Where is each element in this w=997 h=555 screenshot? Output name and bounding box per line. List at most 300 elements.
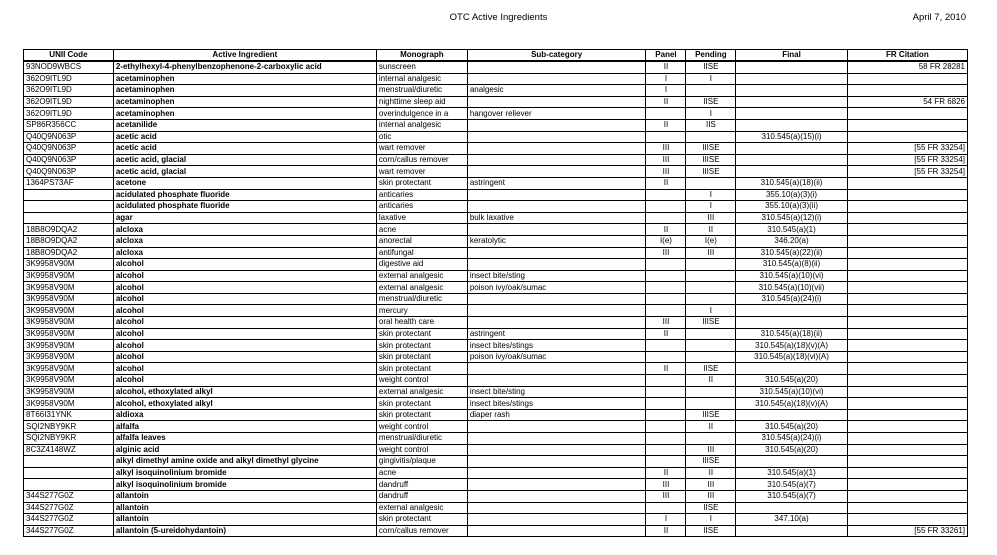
panel-cell: III <box>646 166 686 178</box>
monograph-cell: skin protectant <box>376 409 467 421</box>
final-cell <box>736 502 848 514</box>
final-cell: 310.545(a)(24)(i) <box>736 293 848 305</box>
fr-citation-cell <box>847 201 967 213</box>
panel-cell: II <box>646 224 686 236</box>
final-cell: 310.545(a)(1) <box>736 224 848 236</box>
fr-citation-cell: [55 FR 33261] <box>847 525 967 537</box>
panel-cell: II <box>646 119 686 131</box>
panel-cell <box>646 293 686 305</box>
final-cell: 310.545(a)(22)(ii) <box>736 247 848 259</box>
unii-code-cell: 344S277G0Z <box>24 490 114 502</box>
ingredient-cell: alcohol <box>113 270 376 282</box>
final-cell: 310.545(a)(18)(vi)(A) <box>736 351 848 363</box>
table-row <box>24 282 968 294</box>
pending-cell <box>686 270 736 282</box>
panel-cell <box>646 212 686 224</box>
fr-citation-cell <box>847 409 967 421</box>
monograph-cell: skin protectant <box>376 398 467 410</box>
ingredient-cell: acidulated phosphate fluoride <box>113 189 376 201</box>
sub-category-cell <box>467 421 646 433</box>
unii-code-cell: 3K9958V90M <box>24 398 114 410</box>
table-row <box>24 351 968 363</box>
sub-category-cell <box>467 490 646 502</box>
unii-code-cell: 3K9958V90M <box>24 259 114 271</box>
unii-code-cell: 3K9958V90M <box>24 386 114 398</box>
fr-citation-cell <box>847 119 967 131</box>
ingredient-cell: alcohol <box>113 259 376 271</box>
ingredient-cell: acetaminophen <box>113 96 376 108</box>
unii-code-cell: SQI2NBY9KR <box>24 421 114 433</box>
monograph-cell: weight control <box>376 444 467 456</box>
monograph-cell: skin protectant <box>376 351 467 363</box>
final-cell <box>736 166 848 178</box>
final-cell <box>736 73 848 85</box>
table-row <box>24 189 968 201</box>
pending-cell: IISE <box>686 96 736 108</box>
table-row <box>24 363 968 375</box>
ingredient-cell: aldioxa <box>113 409 376 421</box>
final-cell <box>736 305 848 317</box>
fr-citation-cell <box>847 444 967 456</box>
monograph-cell: menstrual/diuretic <box>376 433 467 445</box>
final-cell: 355.10(a)(3)(i) <box>736 189 848 201</box>
monograph-cell: corn/callus remover <box>376 525 467 537</box>
final-cell: 310.545(a)(18)(v)(A) <box>736 340 848 352</box>
ingredient-cell: alcohol <box>113 375 376 387</box>
fr-citation-cell <box>847 456 967 468</box>
fr-citation-cell <box>847 189 967 201</box>
table-row <box>24 247 968 259</box>
col-header-final: Final <box>736 50 848 62</box>
unii-code-cell: 3K9958V90M <box>24 375 114 387</box>
sub-category-cell: hangover reliever <box>467 108 646 120</box>
table-row <box>24 73 968 85</box>
unii-code-cell: 3K9958V90M <box>24 305 114 317</box>
fr-citation-cell: [55 FR 33254] <box>847 143 967 155</box>
sub-category-cell <box>467 293 646 305</box>
final-cell: 310.545(a)(20) <box>736 375 848 387</box>
table-row <box>24 293 968 305</box>
panel-cell <box>646 201 686 213</box>
table-row <box>24 108 968 120</box>
table-row <box>24 328 968 340</box>
pending-cell: IIISE <box>686 456 736 468</box>
ingredient-cell: alcohol <box>113 351 376 363</box>
ingredient-cell: alginic acid <box>113 444 376 456</box>
fr-citation-cell <box>847 305 967 317</box>
sub-category-cell: astringent <box>467 177 646 189</box>
pending-cell: IIISE <box>686 143 736 155</box>
panel-cell <box>646 502 686 514</box>
sub-category-cell <box>467 363 646 375</box>
ingredient-cell: alcohol <box>113 282 376 294</box>
sub-category-cell: insect bites/stings <box>467 398 646 410</box>
pending-cell: IISE <box>686 502 736 514</box>
pending-cell <box>686 282 736 294</box>
panel-cell: I <box>646 73 686 85</box>
final-cell: 310.545(a)(7) <box>736 490 848 502</box>
table-row <box>24 259 968 271</box>
monograph-cell: otic <box>376 131 467 143</box>
panel-cell <box>646 433 686 445</box>
pending-cell: I <box>686 514 736 526</box>
pending-cell: I <box>686 201 736 213</box>
fr-citation-cell <box>847 340 967 352</box>
sub-category-cell: poison ivy/oak/sumac <box>467 351 646 363</box>
final-cell: 355.10(a)(3)(ii) <box>736 201 848 213</box>
panel-cell: II <box>646 61 686 73</box>
ingredient-cell: alfalfa leaves <box>113 433 376 445</box>
sub-category-cell: keratolytic <box>467 235 646 247</box>
fr-citation-cell <box>847 235 967 247</box>
fr-citation-cell <box>847 73 967 85</box>
ingredient-cell: alcohol <box>113 293 376 305</box>
table-row <box>24 490 968 502</box>
monograph-cell: external analgesic <box>376 386 467 398</box>
sub-category-cell <box>467 154 646 166</box>
table-row <box>24 212 968 224</box>
monograph-cell: menstrual/diuretic <box>376 85 467 97</box>
fr-citation-cell <box>847 328 967 340</box>
pending-cell <box>686 433 736 445</box>
monograph-cell: wart remover <box>376 166 467 178</box>
unii-code-cell: SP86R356CC <box>24 119 114 131</box>
table-row <box>24 409 968 421</box>
sub-category-cell <box>467 444 646 456</box>
unii-code-cell: 3K9958V90M <box>24 340 114 352</box>
monograph-cell: anorectal <box>376 235 467 247</box>
monograph-cell: antifungal <box>376 247 467 259</box>
col-header-unii-code: UNII Code <box>24 50 114 62</box>
panel-cell <box>646 108 686 120</box>
panel-cell: II <box>646 177 686 189</box>
ingredient-cell: alkyl isoquinolinium bromide <box>113 467 376 479</box>
monograph-cell: skin protectant <box>376 328 467 340</box>
ingredient-cell: acetaminophen <box>113 73 376 85</box>
final-cell <box>736 456 848 468</box>
sub-category-cell <box>467 525 646 537</box>
panel-cell <box>646 409 686 421</box>
col-header-monograph: Monograph <box>376 50 467 62</box>
unii-code-cell: 3K9958V90M <box>24 363 114 375</box>
table-row <box>24 201 968 213</box>
sub-category-cell <box>467 514 646 526</box>
pending-cell <box>686 328 736 340</box>
table-row <box>24 224 968 236</box>
fr-citation-cell <box>847 293 967 305</box>
unii-code-cell: Q40Q9N063P <box>24 154 114 166</box>
fr-citation-cell <box>847 247 967 259</box>
sub-category-cell: diaper rash <box>467 409 646 421</box>
table-row <box>24 235 968 247</box>
final-cell: 310.545(a)(8)(ii) <box>736 259 848 271</box>
table-row <box>24 131 968 143</box>
panel-cell: I(e) <box>646 235 686 247</box>
sub-category-cell <box>467 317 646 329</box>
final-cell <box>736 85 848 97</box>
final-cell: 310.545(a)(20) <box>736 444 848 456</box>
monograph-cell: digestive aid <box>376 259 467 271</box>
pending-cell <box>686 398 736 410</box>
ingredient-cell: acetic acid <box>113 143 376 155</box>
pending-cell: I <box>686 189 736 201</box>
col-header-panel: Panel <box>646 50 686 62</box>
fr-citation-cell <box>847 317 967 329</box>
panel-cell: III <box>646 154 686 166</box>
fr-citation-cell <box>847 386 967 398</box>
sub-category-cell <box>467 73 646 85</box>
monograph-cell: weight control <box>376 421 467 433</box>
sub-category-cell: insect bite/sting <box>467 386 646 398</box>
sub-category-cell <box>467 61 646 73</box>
pending-cell: I <box>686 73 736 85</box>
sub-category-cell <box>467 224 646 236</box>
final-cell: 310.545(a)(10)(vi) <box>736 386 848 398</box>
monograph-cell: skin protectant <box>376 177 467 189</box>
sub-category-cell <box>467 96 646 108</box>
ingredient-cell: alcohol <box>113 328 376 340</box>
pending-cell: II <box>686 375 736 387</box>
sub-category-cell <box>467 467 646 479</box>
unii-code-cell: 3K9958V90M <box>24 293 114 305</box>
table-row <box>24 514 968 526</box>
panel-cell <box>646 259 686 271</box>
panel-cell: II <box>646 525 686 537</box>
ingredient-cell: acetaminophen <box>113 108 376 120</box>
ingredient-cell: alcohol, ethoxylated alkyl <box>113 398 376 410</box>
monograph-cell: skin protectant <box>376 340 467 352</box>
sub-category-cell <box>467 166 646 178</box>
unii-code-cell: 362O9ITL9D <box>24 108 114 120</box>
table-row <box>24 177 968 189</box>
ingredient-cell: alfalfa <box>113 421 376 433</box>
final-cell: 310.545(a)(18)(ii) <box>736 328 848 340</box>
monograph-cell: acne <box>376 467 467 479</box>
unii-code-cell: 93NOD9WBCS <box>24 61 114 73</box>
fr-citation-cell: [55 FR 33254] <box>847 154 967 166</box>
page-title: OTC Active Ingredients <box>449 12 548 23</box>
table-row <box>24 456 968 468</box>
ingredient-cell: allantoin (5-ureidohydantoin) <box>113 525 376 537</box>
pending-cell <box>686 131 736 143</box>
fr-citation-cell <box>847 282 967 294</box>
pending-cell <box>686 340 736 352</box>
ingredient-cell: acetone <box>113 177 376 189</box>
table-row <box>24 61 968 73</box>
fr-citation-cell: 54 FR 6826 <box>847 96 967 108</box>
final-cell: 310.545(a)(10)(vii) <box>736 282 848 294</box>
fr-citation-cell <box>847 351 967 363</box>
final-cell <box>736 409 848 421</box>
pending-cell: IIISE <box>686 166 736 178</box>
ingredient-cell: alcohol <box>113 317 376 329</box>
ingredient-cell: alcohol, ethoxylated alkyl <box>113 386 376 398</box>
final-cell: 310.545(a)(18)(ii) <box>736 177 848 189</box>
sub-category-cell <box>467 456 646 468</box>
table-row <box>24 421 968 433</box>
table-row <box>24 96 968 108</box>
sub-category-cell <box>467 433 646 445</box>
pending-cell <box>686 259 736 271</box>
col-header-pending: Pending <box>686 50 736 62</box>
unii-code-cell: Q40Q9N063P <box>24 131 114 143</box>
final-cell <box>736 61 848 73</box>
fr-citation-cell <box>847 433 967 445</box>
final-cell <box>736 119 848 131</box>
fr-citation-cell <box>847 259 967 271</box>
col-header-fr-citation: FR Citation <box>847 50 967 62</box>
sub-category-cell <box>467 479 646 491</box>
final-cell <box>736 96 848 108</box>
sub-category-cell <box>467 259 646 271</box>
sub-category-cell <box>467 131 646 143</box>
fr-citation-cell <box>847 490 967 502</box>
table-body <box>24 61 968 537</box>
panel-cell <box>646 340 686 352</box>
pending-cell: IISE <box>686 525 736 537</box>
monograph-cell: gingivitis/plaque <box>376 456 467 468</box>
monograph-cell: overindulgence in a <box>376 108 467 120</box>
unii-code-cell: 3K9958V90M <box>24 328 114 340</box>
col-header-sub-category: Sub-category <box>467 50 646 62</box>
panel-cell <box>646 375 686 387</box>
pending-cell: I(e) <box>686 235 736 247</box>
monograph-cell: skin protectant <box>376 514 467 526</box>
final-cell: 310.545(a)(15)(i) <box>736 131 848 143</box>
monograph-cell: internal analgesic <box>376 119 467 131</box>
unii-code-cell: 3K9958V90M <box>24 282 114 294</box>
panel-cell <box>646 270 686 282</box>
unii-code-cell: 344S277G0Z <box>24 525 114 537</box>
unii-code-cell: 8T66I31YNK <box>24 409 114 421</box>
panel-cell: II <box>646 328 686 340</box>
table-row <box>24 375 968 387</box>
panel-cell <box>646 282 686 294</box>
final-cell: 347.10(a) <box>736 514 848 526</box>
monograph-cell: acne <box>376 224 467 236</box>
ingredient-cell: alkyl isoquinolinium bromide <box>113 479 376 491</box>
unii-code-cell: 8C3Z4148WZ <box>24 444 114 456</box>
ingredient-cell: alcloxa <box>113 224 376 236</box>
fr-citation-cell <box>847 177 967 189</box>
final-cell <box>736 154 848 166</box>
sub-category-cell <box>467 119 646 131</box>
pending-cell: III <box>686 247 736 259</box>
table-row <box>24 340 968 352</box>
fr-citation-cell <box>847 375 967 387</box>
ingredient-cell: allantoin <box>113 514 376 526</box>
monograph-cell: laxative <box>376 212 467 224</box>
pending-cell: IIS <box>686 119 736 131</box>
sub-category-cell <box>467 502 646 514</box>
table-row <box>24 502 968 514</box>
ingredient-cell: acetaminophen <box>113 85 376 97</box>
unii-code-cell <box>24 467 114 479</box>
unii-code-cell: 362O9ITL9D <box>24 96 114 108</box>
fr-citation-cell <box>847 363 967 375</box>
unii-code-cell: 344S277G0Z <box>24 502 114 514</box>
ingredient-cell: acetic acid <box>113 131 376 143</box>
final-cell: 346.20(a) <box>736 235 848 247</box>
table-row <box>24 154 968 166</box>
unii-code-cell: 18B8O9DQA2 <box>24 235 114 247</box>
pending-cell: IIISE <box>686 409 736 421</box>
sub-category-cell <box>467 189 646 201</box>
sub-category-cell <box>467 201 646 213</box>
ingredient-cell: acetanilide <box>113 119 376 131</box>
sub-category-cell <box>467 375 646 387</box>
fr-citation-cell <box>847 224 967 236</box>
unii-code-cell: 1364PS73AF <box>24 177 114 189</box>
ingredient-cell: alcohol <box>113 305 376 317</box>
pending-cell <box>686 293 736 305</box>
unii-code-cell: Q40Q9N063P <box>24 166 114 178</box>
ingredient-cell: alcloxa <box>113 235 376 247</box>
table-row <box>24 85 968 97</box>
table-row <box>24 270 968 282</box>
final-cell: 310.545(a)(1) <box>736 467 848 479</box>
pending-cell: IIISE <box>686 317 736 329</box>
unii-code-cell: 3K9958V90M <box>24 270 114 282</box>
unii-code-cell <box>24 456 114 468</box>
fr-citation-cell <box>847 479 967 491</box>
ingredient-cell: acetic acid, glacial <box>113 166 376 178</box>
table-row <box>24 479 968 491</box>
pending-cell: III <box>686 444 736 456</box>
unii-code-cell: 362O9ITL9D <box>24 73 114 85</box>
ingredient-cell: 2-ethylhexyl-4-phenylbenzophenone-2-carboxylic acid <box>113 61 376 73</box>
sub-category-cell <box>467 247 646 259</box>
final-cell <box>736 363 848 375</box>
monograph-cell: external analgesic <box>376 282 467 294</box>
table-row <box>24 525 968 537</box>
pending-cell: IIISE <box>686 154 736 166</box>
pending-cell: IISE <box>686 61 736 73</box>
table-row <box>24 444 968 456</box>
unii-code-cell: 3K9958V90M <box>24 317 114 329</box>
ingredient-cell: allantoin <box>113 490 376 502</box>
fr-citation-cell <box>847 502 967 514</box>
fr-citation-cell <box>847 85 967 97</box>
monograph-cell: dandruff <box>376 490 467 502</box>
final-cell: 310.545(a)(24)(i) <box>736 433 848 445</box>
table-header-row <box>24 50 968 62</box>
monograph-cell: external analgesic <box>376 270 467 282</box>
monograph-cell: menstrual/diuretic <box>376 293 467 305</box>
fr-citation-cell: 58 FR 28281 <box>847 61 967 73</box>
col-header-active-ingredient: Active Ingredient <box>113 50 376 62</box>
sub-category-cell: poison ivy/oak/sumac <box>467 282 646 294</box>
pending-cell: II <box>686 224 736 236</box>
sub-category-cell: astringent <box>467 328 646 340</box>
fr-citation-cell <box>847 108 967 120</box>
final-cell <box>736 108 848 120</box>
monograph-cell: oral health care <box>376 317 467 329</box>
ingredient-cell: allantoin <box>113 502 376 514</box>
table-row <box>24 433 968 445</box>
final-cell: 310.545(a)(18)(v)(A) <box>736 398 848 410</box>
sub-category-cell <box>467 305 646 317</box>
panel-cell <box>646 398 686 410</box>
table-row <box>24 305 968 317</box>
pending-cell: III <box>686 479 736 491</box>
panel-cell: III <box>646 317 686 329</box>
fr-citation-cell <box>847 421 967 433</box>
monograph-cell: dandruff <box>376 479 467 491</box>
final-cell: 310.545(a)(20) <box>736 421 848 433</box>
table-row <box>24 317 968 329</box>
monograph-cell: nighttime sleep aid <box>376 96 467 108</box>
